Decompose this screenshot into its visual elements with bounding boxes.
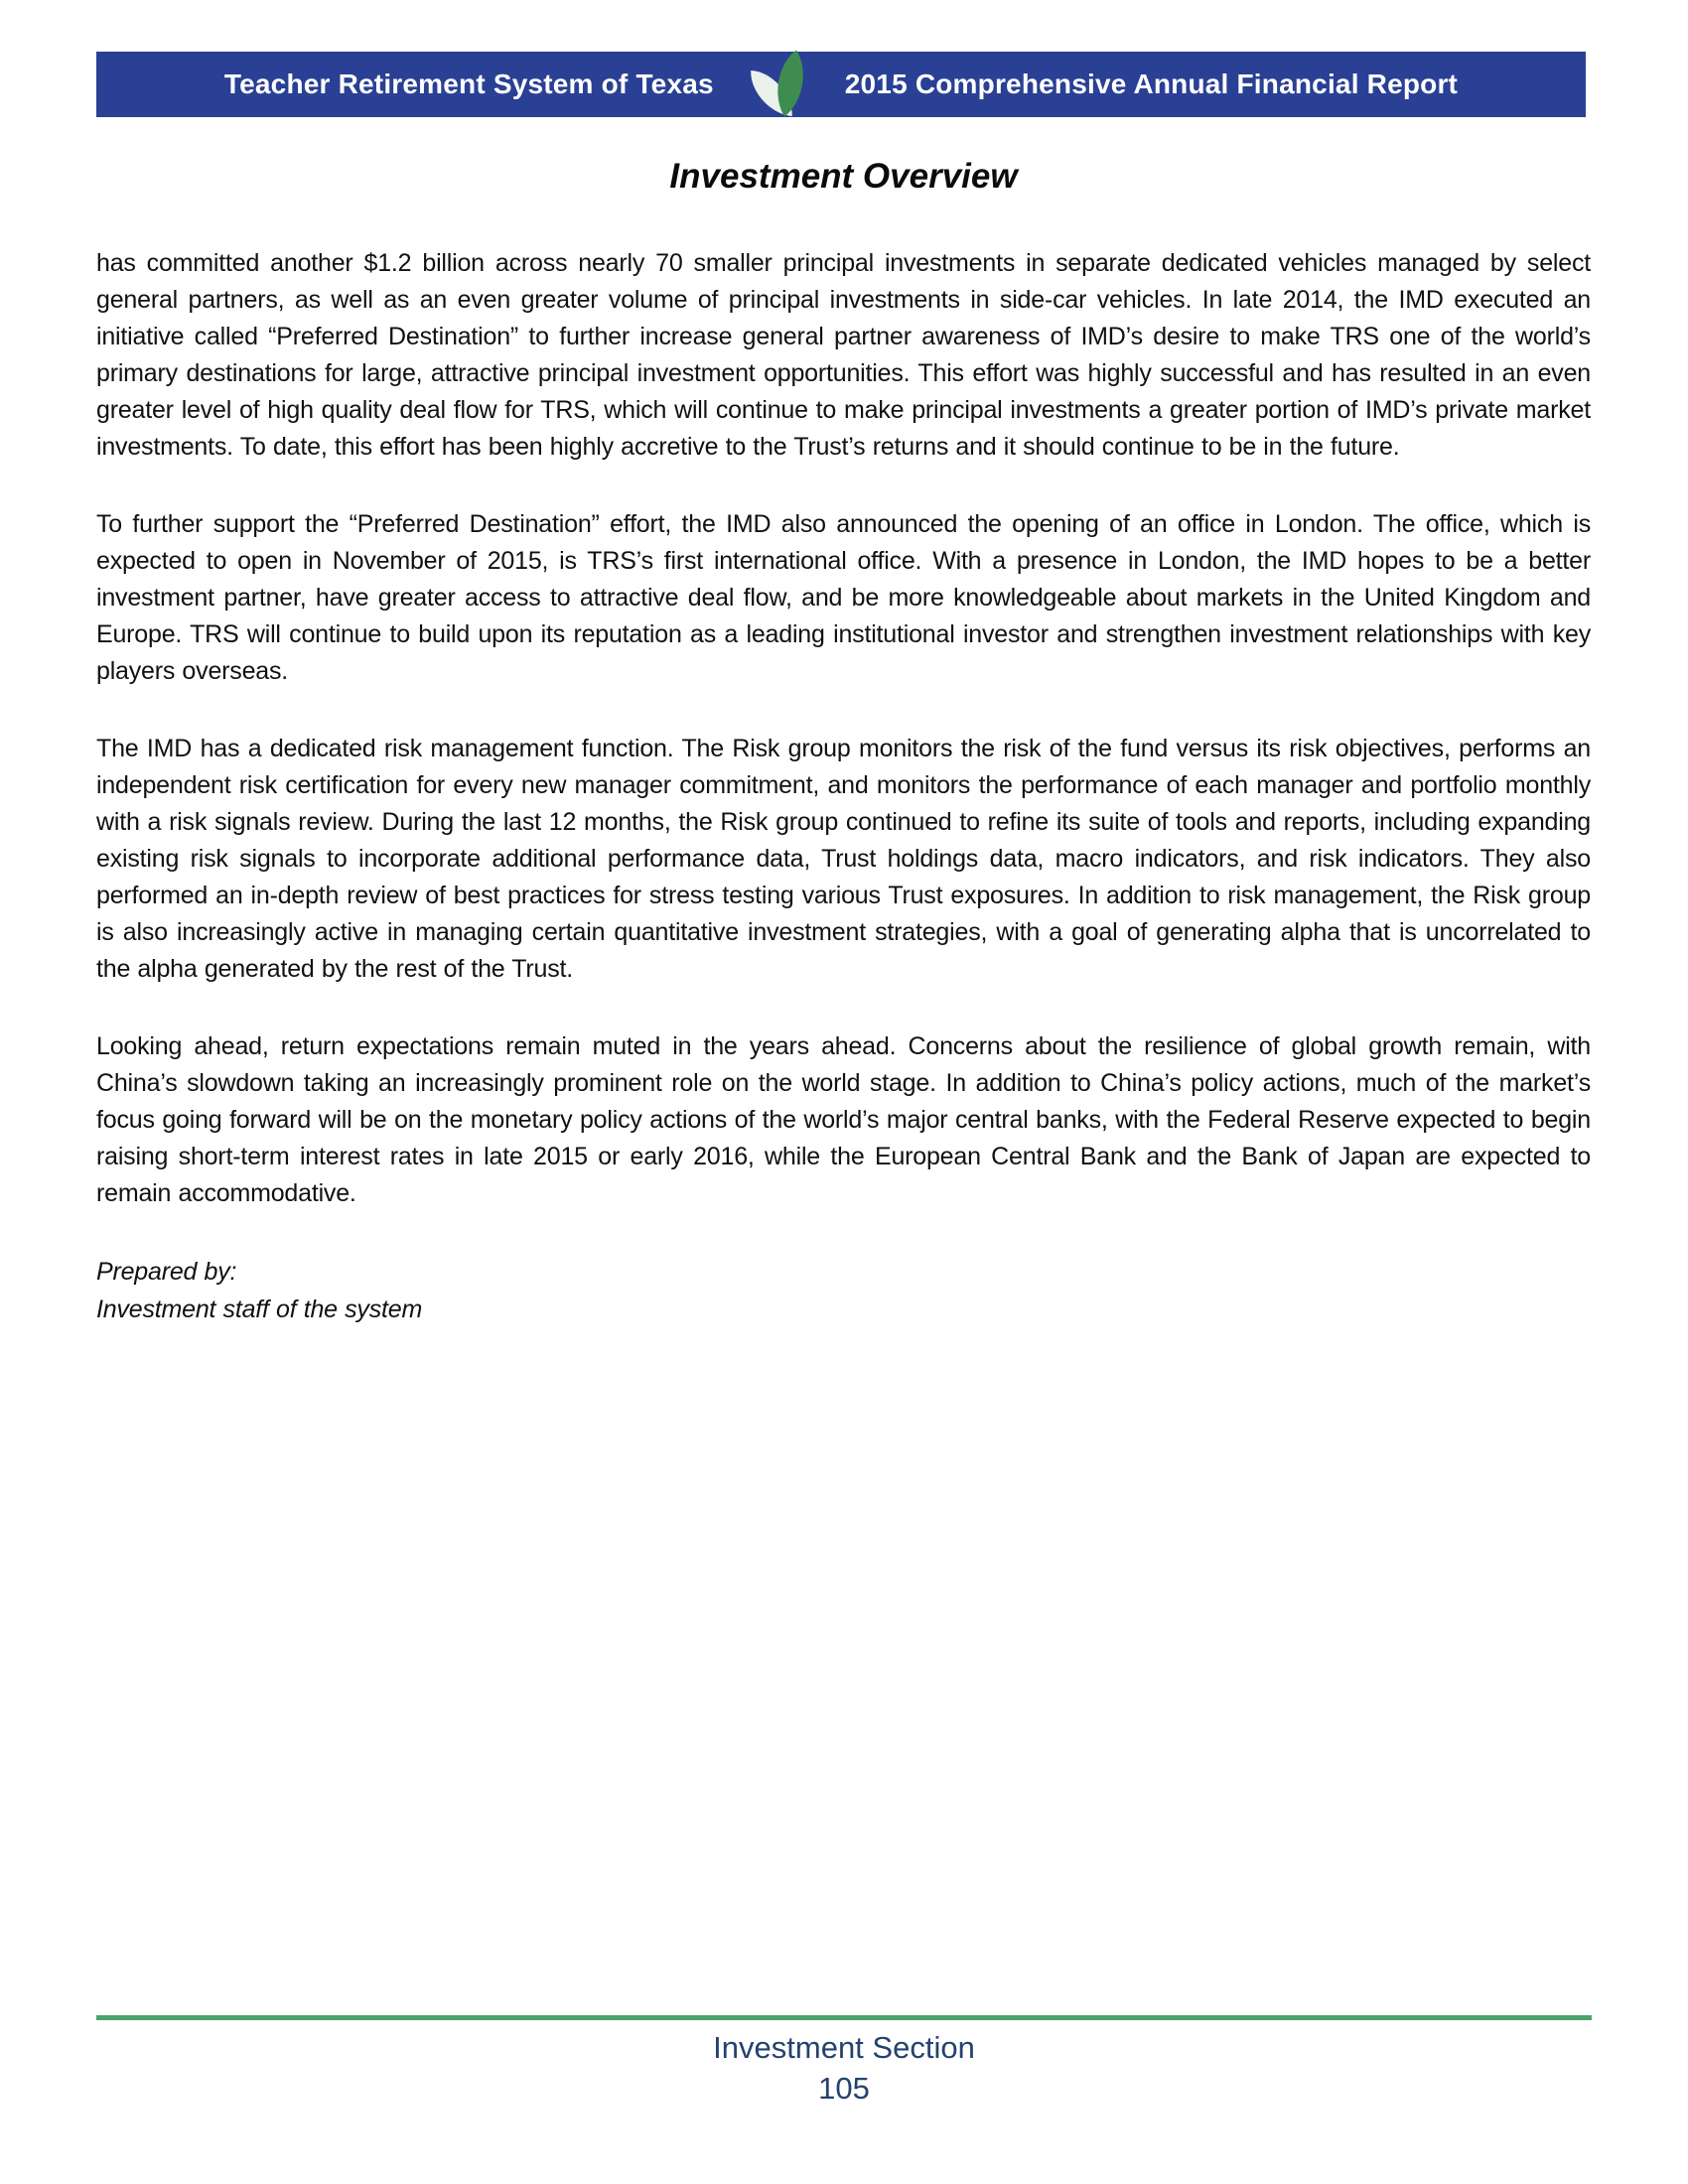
header-right-title: 2015 Comprehensive Annual Financial Report (844, 68, 1459, 99)
footer-text (0, 2027, 1688, 2109)
footer-rule (96, 2015, 1592, 2020)
paragraph-2: To further support the “Preferred Destination” effort, the IMD also announced the opening of an office in London. The office, which is expected to open in November of 2015, is TRS’s first international office. With a presence in London, the IMD hopes to be a better investment partner, have greater access to attractive deal flow, and be more knowledgeable about markets in the United Kingdom and Europe. TRS will continue to build upon its reputation as a leading institutional investor and strengthen investment relationships with key players overseas. (96, 510, 1591, 685)
footer-section-label: Investment Section (713, 2030, 975, 2065)
prepared-by-value: Investment staff of the system (96, 1296, 423, 1323)
header-banner (96, 52, 1586, 117)
footer-page-number: 105 (818, 2071, 870, 2106)
page-title: Investment Overview (669, 157, 1018, 196)
body-content (96, 245, 1591, 1328)
paragraph-4: Looking ahead, return expectations remain muted in the years ahead. Concerns about the resilience of global growth remain, with China’s slowdown taking an increasingly prominent role on the world stage. In addition to China’s policy actions, much of the market’s focus going forward will be on the monetary policy actions of the world’s major central banks, with the Federal Reserve expected to begin raising short-term interest rates in late 2015 or early 2016, while the European Central Bank and the Bank of Japan are expected to remain accommodative. (96, 1032, 1591, 1207)
paragraph-1: has committed another $1.2 billion across nearly 70 smaller principal investments in separate dedicated vehicles managed by select general partners, as well as an even greater volume of principal investments in side-car vehicles. In late 2014, the IMD executed an initiative called “Preferred Destination” to further increase general partner awareness of IMD’s desire to make TRS one of the world’s primary destinations for large, attractive principal investment opportunities. This effort was highly successful and has resulted in an even greater level of high quality deal flow for TRS, which will continue to make principal investments a greater portion of IMD’s private market investments. To date, this effort has been highly accretive to the Trust’s returns and it should continue to be in the future. (96, 249, 1591, 461)
trs-leaf-logo-icon (744, 52, 815, 117)
prepared-by-block (96, 1253, 1591, 1328)
header-left-title: Teacher Retirement System of Texas (223, 68, 714, 99)
header-banner-content (96, 52, 1586, 117)
prepared-by-label: Prepared by: (96, 1258, 237, 1286)
paragraph-3: The IMD has a dedicated risk management function. The Risk group monitors the risk of the fund versus its risk objectives, performs an independent risk certification for every new manager commitment, and monitors the performance of each manager and portfolio monthly with a risk signals review. During the last 12 months, the Risk group continued to refine its suite of tools and reports, including expanding existing risk signals to incorporate additional performance data, Trust holdings data, macro indicators, and risk indicators. They also performed an in-depth review of best practices for stress testing various Trust exposures. In addition to risk management, the Risk group is also increasingly active in managing certain quantitative investment strategies, with a goal of generating alpha that is uncorrelated to the alpha generated by the rest of the Trust. (96, 735, 1591, 983)
